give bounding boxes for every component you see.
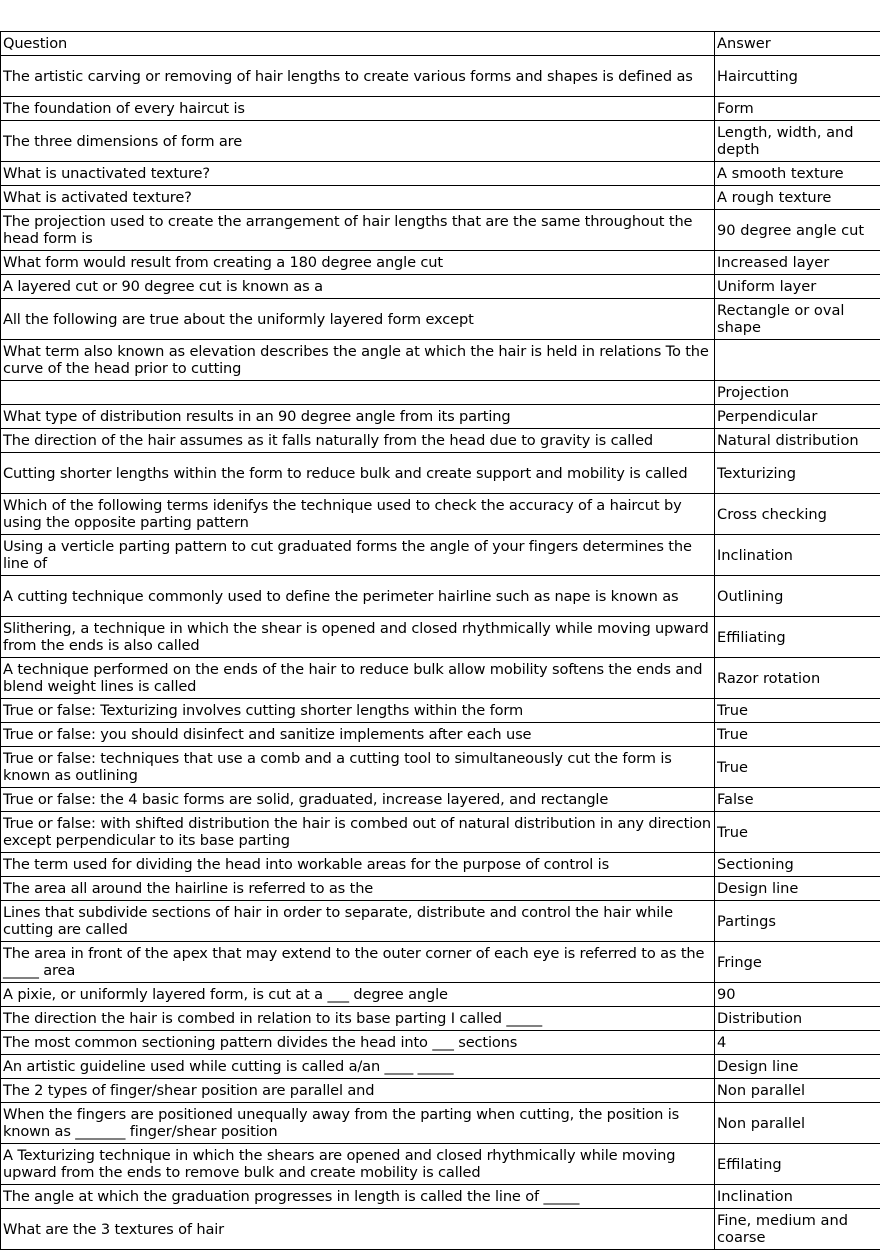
answer-cell: True xyxy=(715,723,880,747)
table-row xyxy=(1,453,880,494)
question-cell: The term used for dividing the head into workable areas for the purpose of control is xyxy=(1,853,715,877)
answer-cell: Distribution xyxy=(715,1007,880,1031)
answer-cell: Non parallel xyxy=(715,1103,880,1144)
answer-cell: Effilating xyxy=(715,1144,880,1185)
table-row xyxy=(1,405,880,429)
question-cell: Slithering, a technique in which the shear is opened and closed rhythmically while moving upward from the ends is also called xyxy=(1,617,715,658)
table-row xyxy=(1,788,880,812)
question-cell: An artistic guideline used while cutting is called a/an ____ _____ xyxy=(1,1055,715,1079)
table-row xyxy=(1,340,880,381)
answer-cell: Texturizing xyxy=(715,453,880,494)
question-cell: True or false: you should disinfect and sanitize implements after each use xyxy=(1,723,715,747)
question-cell: Cutting shorter lengths within the form to reduce bulk and create support and mobility is called xyxy=(1,453,715,494)
qa-table xyxy=(0,31,880,1250)
table-row xyxy=(1,429,880,453)
table-row xyxy=(1,853,880,877)
answer-cell: Outlining xyxy=(715,576,880,617)
answer-cell: A rough texture xyxy=(715,186,880,210)
question-cell: What is unactivated texture? xyxy=(1,162,715,186)
question-cell: When the fingers are positioned unequally away from the parting when cutting, the position is known as _______ finger/shear position xyxy=(1,1103,715,1144)
question-cell: What are the 3 textures of hair xyxy=(1,1209,715,1250)
table-row xyxy=(1,186,880,210)
table-row xyxy=(1,983,880,1007)
question-cell: The direction the hair is combed in relation to its base parting I called _____ xyxy=(1,1007,715,1031)
question-cell: A cutting technique commonly used to define the perimeter hairline such as nape is known as xyxy=(1,576,715,617)
answer-cell: 90 degree angle cut xyxy=(715,210,880,251)
table-row xyxy=(1,210,880,251)
table-row xyxy=(1,1144,880,1185)
answer-cell: Partings xyxy=(715,901,880,942)
table-row xyxy=(1,494,880,535)
table-row xyxy=(1,56,880,97)
question-cell: A Texturizing technique in which the shears are opened and closed rhythmically while moving upward from the ends to remove bulk and create mobility is called xyxy=(1,1144,715,1185)
table-row xyxy=(1,576,880,617)
table-row xyxy=(1,299,880,340)
table-row xyxy=(1,162,880,186)
question-cell: What form would result from creating a 180 degree angle cut xyxy=(1,251,715,275)
answer-cell: True xyxy=(715,699,880,723)
question-cell: All the following are true about the uniformly layered form except xyxy=(1,299,715,340)
question-cell: Which of the following terms idenifys the technique used to check the accuracy of a haircut by using the opposite parting pattern xyxy=(1,494,715,535)
table-row xyxy=(1,877,880,901)
answer-cell: Effiliating xyxy=(715,617,880,658)
table-header-row xyxy=(1,32,880,56)
answer-cell: Increased layer xyxy=(715,251,880,275)
qa-table-body xyxy=(1,32,880,1250)
table-row xyxy=(1,1007,880,1031)
question-cell: The area in front of the apex that may extend to the outer corner of each eye is referred to as the _____ area xyxy=(1,942,715,983)
answer-cell: Sectioning xyxy=(715,853,880,877)
question-cell: The 2 types of finger/shear position are parallel and xyxy=(1,1079,715,1103)
answer-cell: Non parallel xyxy=(715,1079,880,1103)
answer-cell: Inclination xyxy=(715,535,880,576)
answer-cell: 4 xyxy=(715,1031,880,1055)
question-cell: Using a verticle parting pattern to cut graduated forms the angle of your fingers determines the line of xyxy=(1,535,715,576)
question-cell: What term also known as elevation describes the angle at which the hair is held in relations To the curve of the head prior to cutting xyxy=(1,340,715,381)
answer-cell: Projection xyxy=(715,381,880,405)
table-row xyxy=(1,942,880,983)
answer-cell: Cross checking xyxy=(715,494,880,535)
table-row xyxy=(1,723,880,747)
table-row xyxy=(1,1185,880,1209)
table-row xyxy=(1,1103,880,1144)
answer-cell: 90 xyxy=(715,983,880,1007)
answer-cell: Length, width, and depth xyxy=(715,121,880,162)
question-header: Question xyxy=(1,32,715,56)
question-cell xyxy=(1,381,715,405)
answer-cell: Razor rotation xyxy=(715,658,880,699)
answer-cell: Rectangle or oval shape xyxy=(715,299,880,340)
answer-cell: Uniform layer xyxy=(715,275,880,299)
question-cell: The artistic carving or removing of hair lengths to create various forms and shapes is defined as xyxy=(1,56,715,97)
table-row xyxy=(1,1055,880,1079)
table-row xyxy=(1,275,880,299)
answer-cell: A smooth texture xyxy=(715,162,880,186)
table-row xyxy=(1,699,880,723)
question-cell: The angle at which the graduation progresses in length is called the line of _____ xyxy=(1,1185,715,1209)
answer-cell: Design line xyxy=(715,877,880,901)
answer-cell: Perpendicular xyxy=(715,405,880,429)
table-row xyxy=(1,1209,880,1250)
question-cell: The direction of the hair assumes as it falls naturally from the head due to gravity is called xyxy=(1,429,715,453)
question-cell: True or false: with shifted distribution the hair is combed out of natural distribution in any direction except perpendicular to its base parting xyxy=(1,812,715,853)
question-cell: The projection used to create the arrangement of hair lengths that are the same throughout the head form is xyxy=(1,210,715,251)
table-row xyxy=(1,901,880,942)
answer-cell: Haircutting xyxy=(715,56,880,97)
answer-cell: Inclination xyxy=(715,1185,880,1209)
table-row xyxy=(1,658,880,699)
question-cell: A pixie, or uniformly layered form, is cut at a ___ degree angle xyxy=(1,983,715,1007)
question-cell: Lines that subdivide sections of hair in order to separate, distribute and control the hair while cutting are called xyxy=(1,901,715,942)
answer-cell: Form xyxy=(715,97,880,121)
table-row xyxy=(1,1031,880,1055)
answer-cell xyxy=(715,340,880,381)
question-cell: The area all around the hairline is referred to as the xyxy=(1,877,715,901)
table-row xyxy=(1,251,880,275)
question-cell: True or false: techniques that use a comb and a cutting tool to simultaneously cut the form is known as outlining xyxy=(1,747,715,788)
qa-sheet xyxy=(0,31,880,1250)
answer-cell: True xyxy=(715,747,880,788)
question-cell: True or false: the 4 basic forms are solid, graduated, increase layered, and rectangle xyxy=(1,788,715,812)
table-row xyxy=(1,97,880,121)
question-cell: The foundation of every haircut is xyxy=(1,97,715,121)
table-row xyxy=(1,617,880,658)
question-cell: True or false: Texturizing involves cutting shorter lengths within the form xyxy=(1,699,715,723)
table-row xyxy=(1,381,880,405)
table-row xyxy=(1,812,880,853)
question-cell: A layered cut or 90 degree cut is known as a xyxy=(1,275,715,299)
table-row xyxy=(1,535,880,576)
table-row xyxy=(1,747,880,788)
answer-cell: False xyxy=(715,788,880,812)
question-cell: The most common sectioning pattern divides the head into ___ sections xyxy=(1,1031,715,1055)
answer-cell: Fringe xyxy=(715,942,880,983)
question-cell: The three dimensions of form are xyxy=(1,121,715,162)
answer-cell: True xyxy=(715,812,880,853)
table-row xyxy=(1,121,880,162)
question-cell: What type of distribution results in an 90 degree angle from its parting xyxy=(1,405,715,429)
answer-cell: Fine, medium and coarse xyxy=(715,1209,880,1250)
question-cell: What is activated texture? xyxy=(1,186,715,210)
question-cell: A technique performed on the ends of the hair to reduce bulk allow mobility softens the ends and blend weight lines is called xyxy=(1,658,715,699)
table-row xyxy=(1,1079,880,1103)
answer-header: Answer xyxy=(715,32,880,56)
answer-cell: Design line xyxy=(715,1055,880,1079)
answer-cell: Natural distribution xyxy=(715,429,880,453)
